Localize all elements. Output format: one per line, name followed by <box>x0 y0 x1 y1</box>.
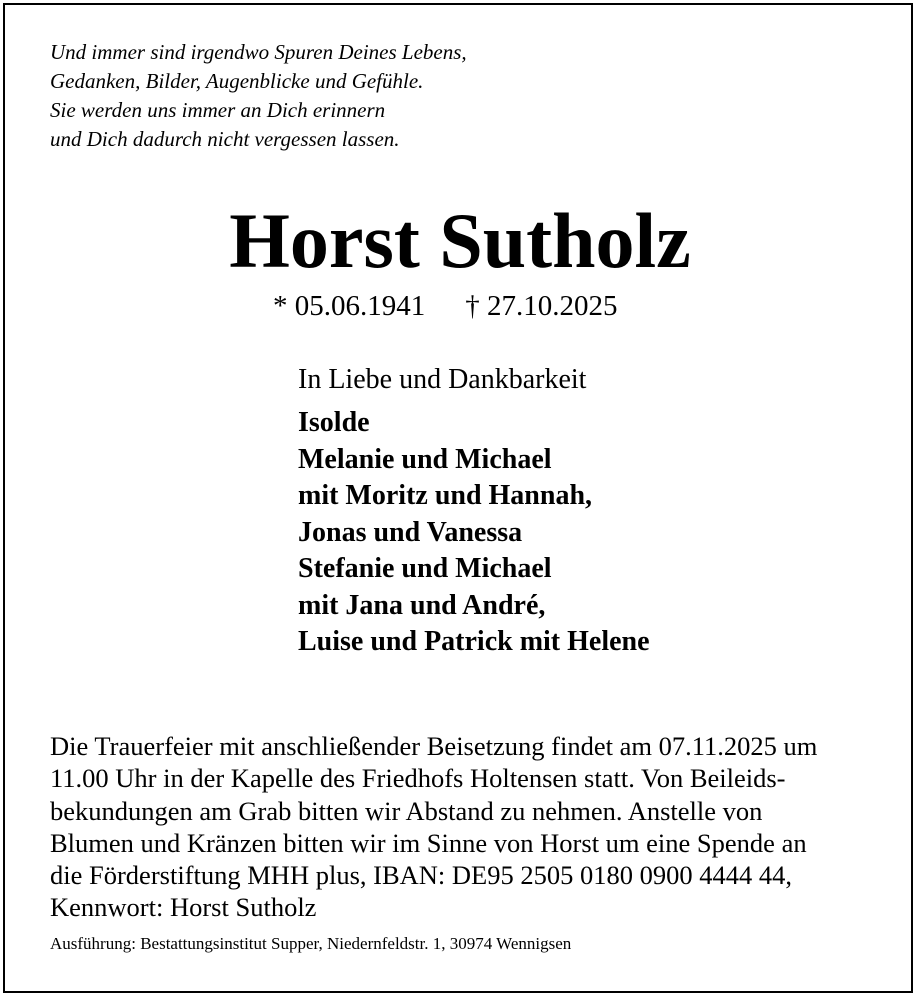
service-line: Die Trauerfeier mit anschließender Beisetzung findet am 07.11.2025 um <box>50 731 818 761</box>
mourner-line: Melanie und Michael <box>298 443 552 475</box>
mourner-line: mit Moritz und Hannah, <box>298 480 593 511</box>
mourner-line: Isolde <box>298 407 370 438</box>
verse-line: Sie werden uns immer an Dich erinnern <box>50 98 386 122</box>
deceased-name: Horst Sutholz <box>229 197 691 284</box>
service-line: die Förderstiftung MHH plus, IBAN: DE95 2505 0180 0900 4444 44, <box>50 860 792 891</box>
mourners-list <box>298 405 650 661</box>
verse-line: und Dich dadurch nicht vergessen lassen. <box>50 127 400 151</box>
service-line: Blumen und Kränzen bitten wir im Sinne von Horst um eine Spende an <box>50 827 807 858</box>
life-dates <box>273 288 618 324</box>
funeral-home-credit: Ausführung: Bestattungsinstitut Supper, Niedernfeldstr. 1, 30974 Wennigsen <box>50 934 572 953</box>
mourner-line: Jonas und Vanessa <box>298 516 523 548</box>
mourner-line: mit Jana und André, <box>298 589 546 621</box>
verse-line: Gedanken, Bilder, Augenblicke und Gefühle. <box>50 69 424 93</box>
service-line: bekundungen am Grab bitten wir Abstand zu nehmen. Anstelle von <box>50 795 763 826</box>
service-line: 11.00 Uhr in der Kapelle des Friedhofs Holtensen statt. Von Beileids- <box>50 763 786 794</box>
verse-line: Und immer sind irgendwo Spuren Deines Lebens, <box>50 40 467 64</box>
memorial-verse <box>50 38 467 154</box>
service-details <box>50 730 817 924</box>
death-date: † 27.10.2025 <box>465 290 618 322</box>
service-line: Kennwort: Horst Sutholz <box>50 892 317 923</box>
mourner-line: Luise und Patrick mit Helene <box>298 626 650 657</box>
birth-date: * 05.06.1941 <box>273 290 426 322</box>
mourners-intro: In Liebe und Dankbarkeit <box>298 364 587 395</box>
mourner-line: Stefanie und Michael <box>298 553 552 584</box>
